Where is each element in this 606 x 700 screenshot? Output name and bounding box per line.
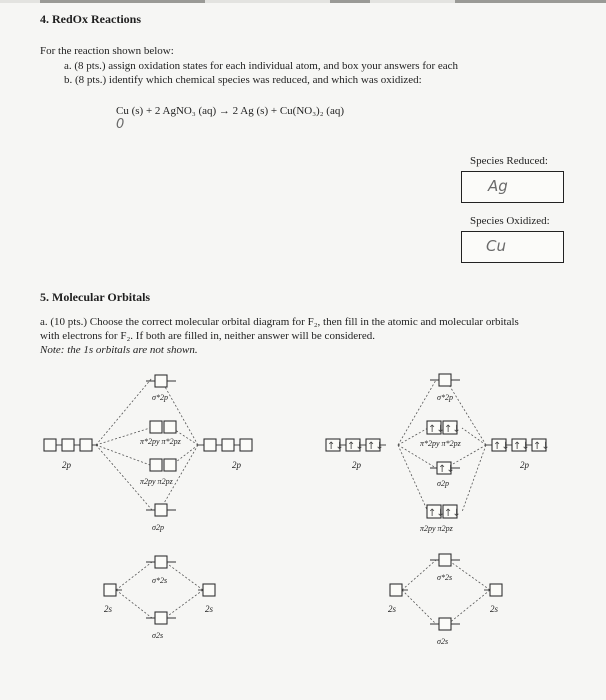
q4-intro: For the reaction shown below: [40,45,174,57]
right-2p-a1-electrons: ↑↓ [327,441,344,452]
q5-note: Note: the 1s orbitals are not shown. [40,344,198,356]
right-sigma-star-2p-box [439,374,451,386]
left-label-2p-b: 2p [232,460,241,470]
left-label-pi-star-2p: π*2py π*2pz [140,437,181,446]
right-sigma-2s-box [439,618,451,630]
q4-part-b: b. (8 pts.) identify which chemical species was reduced, and which was oxidized: [64,74,422,86]
right-2p-b3-electrons: ↑↓ [533,441,550,452]
left-label-pi-2p: π2py π2pz [140,477,173,486]
right-label-2s-a: 2s [388,604,397,614]
right-pi-2py-electrons: ↑↓ [428,508,445,519]
left-label-2p-a: 2p [62,460,71,470]
right-atomic-2p-orbitals-b [486,439,550,452]
right-2p-a3-electrons: ↑↓ [367,441,384,452]
right-label-sigma-star-2s: σ*2s [437,573,453,582]
right-label-2p-b: 2p [520,460,529,470]
right-pi-star-2py-electrons: ↑↓ [428,424,445,435]
q4-part-a: a. (8 pts.) assign oxidation states for each individual atom, and box your answers for each [64,60,459,72]
q4-reduced-label: Species Reduced: [470,155,548,167]
left-label-sigma-star-2p: σ*2p [152,393,168,402]
q5-part-a-line1: a. (10 pts.) Choose the correct molecular orbital diagram for F₂, then fill in the atomic and molecular orbitals [40,316,519,328]
left-label-sigma-2s: σ2s [152,631,164,640]
q4-oxidized-label: Species Oxidized: [470,215,550,227]
q4-oxidized-answer: Cu [486,237,506,255]
right-2p-b2-electrons: ↑↓ [513,441,530,452]
right-label-2p-a: 2p [352,460,361,470]
left-label-2s-a: 2s [104,604,113,614]
right-label-sigma-2s: σ2s [437,637,449,646]
q5-title: 5. Molecular Orbitals [40,290,151,304]
q4-title: 4. RedOx Reactions [40,12,141,26]
right-label-pi-star-2p: π*2py π*2pz [420,439,461,448]
left-label-2s-b: 2s [205,604,214,614]
right-2p-a2-electrons: ↑↓ [347,441,364,452]
q5-part-a-line2: with electrons for F₂. If both are filled in, neither answer will be considered. [40,330,375,342]
right-pi-2pz-electrons: ↑↓ [444,508,461,519]
q4-reaction: Cu (s) + 2 AgNO₃ (aq) → 2 Ag (s) + Cu(NO₃)₂ (aq) [116,105,344,117]
right-sigma-2p-electrons: ↑↓ [438,464,455,475]
left-label-sigma-star-2s: σ*2s [152,576,168,585]
right-atomic-2s-a-box [390,584,402,596]
right-label-sigma-2p: σ2p [437,479,449,488]
right-atomic-2p-orbitals-a [326,439,386,452]
right-label-pi-2p: π2py π2pz [420,524,453,533]
right-2p-b1-electrons: ↑↓ [493,441,510,452]
q4-handwritten-oxidation-state: 0 [116,117,125,132]
right-sigma-star-2s-box [439,554,451,566]
right-label-2s-b: 2s [490,604,499,614]
left-label-sigma-2p: σ2p [152,523,164,532]
right-pi-star-2pz-electrons: ↑↓ [444,424,461,435]
right-label-sigma-star-2p: σ*2p [437,393,453,402]
q4-reduced-answer: Ag [488,177,508,195]
right-atomic-2s-b-box [490,584,502,596]
